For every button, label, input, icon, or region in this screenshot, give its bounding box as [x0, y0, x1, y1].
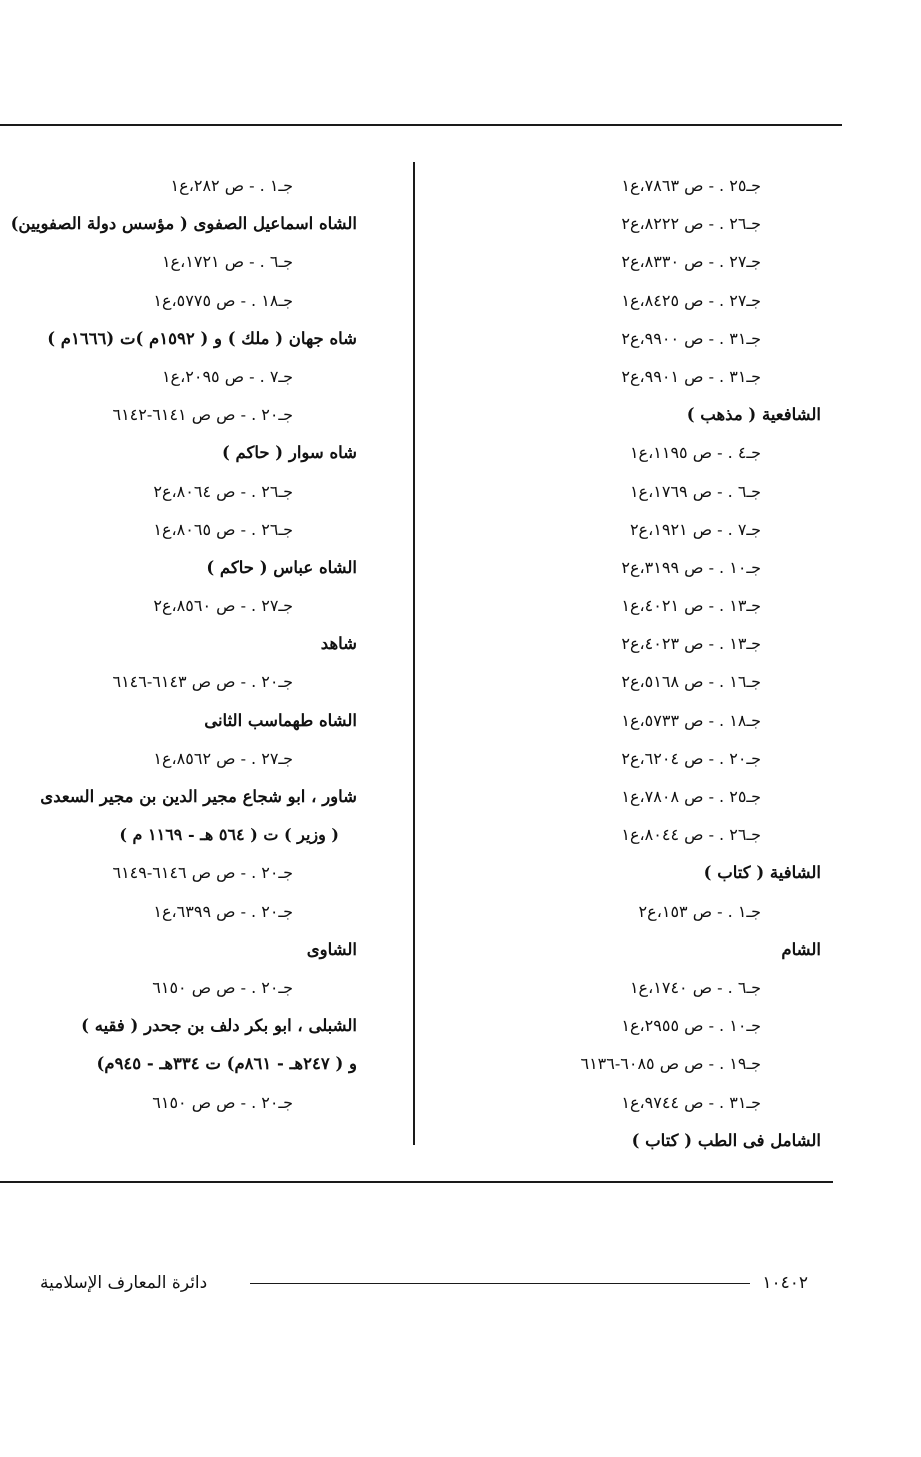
index-reference: جـ٢٦ . - ص ٨٠٦٥،ع١: [153, 519, 293, 539]
index-entry-heading: الشاه عباس ( حاكم ): [206, 557, 357, 577]
index-entry-heading: الشامل فى الطب ( كتاب ): [631, 1130, 821, 1150]
index-entry-heading: الشام: [781, 939, 821, 959]
index-reference: جـ١ . - ص ١٥٣،ع٢: [638, 901, 761, 921]
index-reference: جـ٣١ . - ص ٩٩٠١،ع٢: [621, 366, 761, 386]
index-reference: جـ٢٠ . - ص ٦٢٠٤،ع٢: [621, 748, 761, 768]
index-reference: جـ١٨ . - ص ٥٧٣٣،ع١: [621, 710, 761, 730]
index-entry-heading: و ( ٢٤٧هـ - ٨٦١م) ت ٣٣٤هـ - ٩٤٥م): [96, 1054, 357, 1074]
index-reference: جـ٦ . - ص ١٧٦٩،ع١: [629, 481, 761, 501]
index-reference: جـ١٣ . - ص ٤٠٢١،ع١: [621, 596, 761, 616]
index-reference: جـ٣١ . - ص ٩٧٤٤،ع١: [621, 1092, 761, 1112]
index-reference: جـ٣١ . - ص ٩٩٠٠،ع٢: [621, 328, 761, 348]
index-reference: جـ٢٠ . - ص ٦٣٩٩،ع١: [153, 901, 293, 921]
index-reference: جـ٤ . - ص ١١٩٥،ع١: [629, 443, 761, 463]
left-column: [0, 167, 357, 1122]
index-reference: جـ٢٠ . - ص ص ٦١٥٠: [152, 977, 293, 997]
index-entry-heading: الشاه طهماسب الثانى: [204, 710, 357, 730]
index-reference: جـ٢٦ . - ص ٨٠٦٤،ع٢: [153, 481, 293, 501]
index-reference: جـ٦ . - ص ١٧٤٠،ع١: [629, 977, 761, 997]
index-reference: جـ١٠ . - ص ٣١٩٩،ع٢: [621, 557, 761, 577]
index-reference: جـ١٩ . - ص ص ٦٠٨٥-٦١٣٦: [580, 1054, 761, 1074]
index-reference: جـ٦ . - ص ١٧٢١،ع١: [161, 252, 293, 272]
index-entry-heading: الشافعية ( مذهب ): [686, 405, 821, 425]
index-entry-heading: شاور ، ابو شجاع مجير الدين بن مجير السعدى: [40, 787, 357, 806]
index-reference: جـ٢٠ . - ص ص ٦١٥٠: [152, 1092, 293, 1112]
column-divider: [413, 162, 415, 1145]
index-reference: جـ٢٥ . - ص ٧٨٦٣،ع١: [621, 176, 761, 195]
index-reference: جـ١٠ . - ص ٢٩٥٥،ع١: [621, 1016, 761, 1036]
index-reference: جـ٢٦ . - ص ٨٢٢٢،ع٢: [621, 214, 761, 234]
index-reference: جـ٢٧ . - ص ٨٤٢٥،ع١: [621, 290, 761, 310]
footer-rule: [250, 1283, 750, 1284]
index-entry-heading: الشاوى: [306, 939, 357, 959]
index-entry-heading: شاه جهان ( ملك ) و ( ١٥٩٢م )ت (١٦٦٦م ): [47, 328, 357, 348]
index-entry-heading: الشافية ( كتاب ): [703, 863, 821, 883]
index-entry-heading: شاهد: [320, 634, 357, 654]
index-reference: جـ١٨ . - ص ٥٧٧٥،ع١: [153, 290, 293, 310]
right-column: [501, 167, 821, 1160]
footer-title: دائرة المعارف الإسلامية: [40, 1273, 208, 1293]
index-reference: جـ١٦ . - ص ٥١٦٨،ع٢: [621, 672, 761, 692]
index-reference: جـ٢٠ . - ص ص ٦١٤٦-٦١٤٩: [112, 863, 293, 883]
index-reference: جـ٧ . - ص ٢٠٩٥،ع١: [161, 366, 293, 386]
index-reference: جـ٢٠ . - ص ص ٦١٤١-٦١٤٢: [112, 405, 293, 425]
index-entry-continuation: ( وزير ) ت ( ٥٦٤ هـ - ١١٦٩ م ): [119, 825, 339, 845]
index-reference: جـ٧ . - ص ١٩٢١،ع٢: [629, 519, 761, 539]
page-number: ١٠٤٠٢: [762, 1273, 808, 1293]
index-reference: جـ٢٠ . - ص ص ٦١٤٣-٦١٤٦: [112, 672, 293, 692]
index-reference: جـ١٣ . - ص ٤٠٢٣،ع٢: [621, 634, 761, 654]
index-reference: جـ٢٥ . - ص ٧٨٠٨،ع١: [621, 787, 761, 806]
index-entry-heading: الشبلى ، ابو بكر دلف بن جحدر ( فقيه ): [81, 1016, 357, 1036]
bottom-rule: [0, 1181, 833, 1183]
index-reference: جـ٢٧ . - ص ٨٥٦٠،ع٢: [153, 596, 293, 616]
top-rule: [0, 124, 842, 126]
index-reference: جـ٢٦ . - ص ٨٠٤٤،ع١: [621, 825, 761, 845]
index-reference: جـ٢٧ . - ص ٨٥٦٢،ع١: [153, 748, 293, 768]
index-reference: جـ٢٧ . - ص ٨٣٣٠،ع٢: [621, 252, 761, 272]
index-entry-heading: شاه سوار ( حاكم ): [221, 443, 357, 463]
index-reference: جـ١ . - ص ٢٨٢،ع١: [170, 176, 293, 195]
index-entry-heading: الشاه اسماعيل الصفوى ( مؤسس دولة الصفويين): [10, 214, 357, 234]
